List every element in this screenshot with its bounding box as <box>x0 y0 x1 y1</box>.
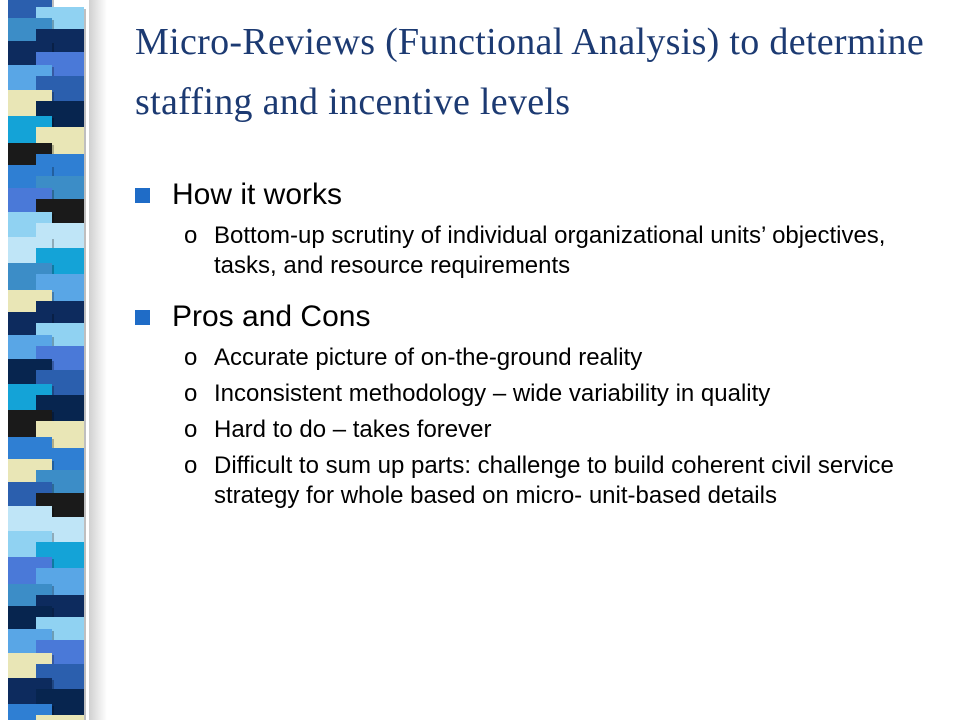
slide-content <box>135 175 925 517</box>
section-heading-text: How it works <box>172 178 343 211</box>
circle-bullet-icon: o <box>184 452 198 479</box>
stripe-blocks <box>0 0 89 720</box>
list-item-text: Bottom-up scrutiny of individual organizational units’ objectives, tasks, and resource requirements <box>214 222 886 279</box>
circle-bullet-icon: o <box>184 380 198 407</box>
decorative-stripe <box>0 0 107 720</box>
list-item-text: Hard to do – takes forever <box>214 416 492 443</box>
circle-bullet-icon: o <box>184 416 198 443</box>
list-item-text: Difficult to sum up parts: challenge to build coherent civil service strategy for whole based on micro- unit-based details <box>214 452 894 509</box>
list-item-text: Inconsistent methodology – wide variability in quality <box>214 380 771 407</box>
list-item-text: Accurate picture of on-the-ground reality <box>214 344 643 371</box>
square-bullet-icon <box>135 310 150 325</box>
stripe-block <box>36 715 84 720</box>
slide-title: Micro-Reviews (Functional Analysis) to determine staffing and incentive levels <box>135 21 925 123</box>
section-heading-pros-and-cons <box>135 297 925 337</box>
list-item <box>135 343 925 373</box>
section-heading-how-it-works <box>135 175 925 215</box>
list-item <box>135 379 925 409</box>
list-item <box>135 451 925 511</box>
circle-bullet-icon: o <box>184 222 198 249</box>
list-item <box>135 415 925 445</box>
section-heading-text: Pros and Cons <box>172 300 371 333</box>
circle-bullet-icon: o <box>184 344 198 371</box>
list-item <box>135 221 925 281</box>
square-bullet-icon <box>135 188 150 203</box>
stripe-shadow <box>89 0 107 720</box>
